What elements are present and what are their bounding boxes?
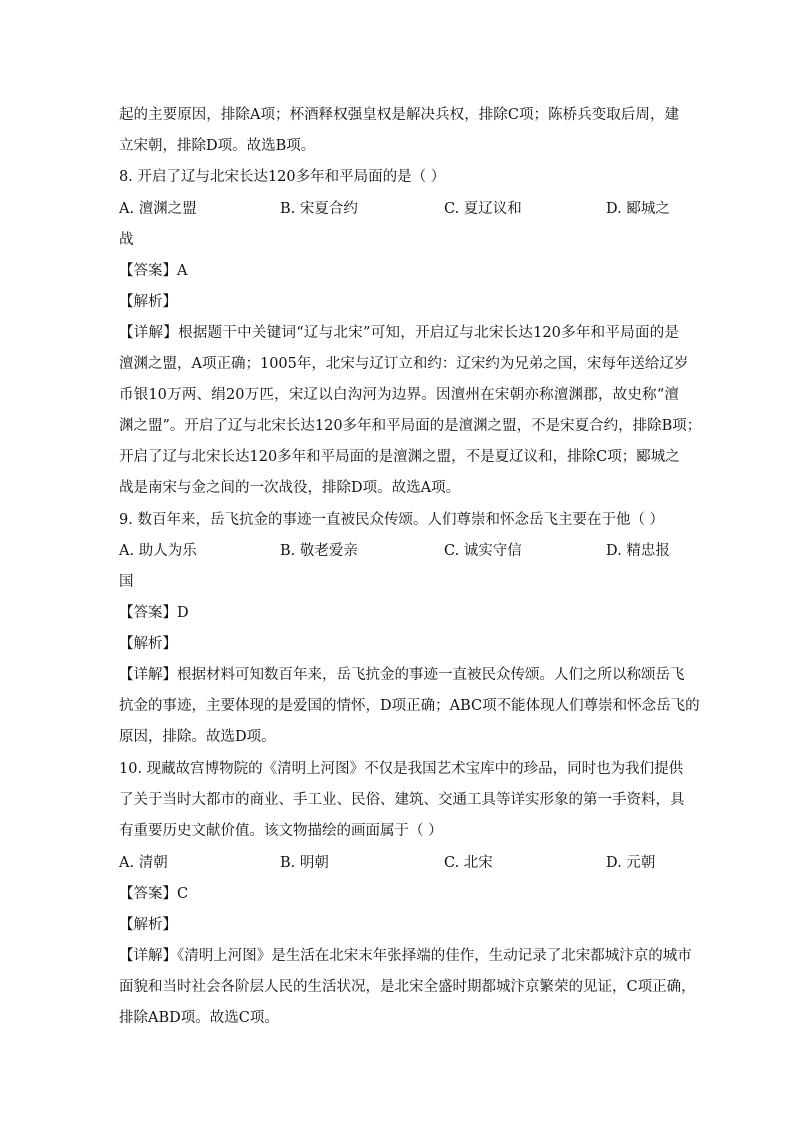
q9-option-d: D. 精忠报 <box>606 543 670 559</box>
q9-question: 9. 数百年来，岳飞抗金的事迹一直被民众传颂。人们尊崇和怀念岳飞主要在于他（ ） <box>119 512 665 528</box>
q10-question-line: 有重要历史文献价值。该文物描绘的画面属于（ ） <box>119 823 443 839</box>
q10-option-b: B. 明朝 <box>280 855 329 871</box>
q8-detail-line: 澶渊之盟，A项正确；1005年，北宋与辽订立和约：辽宋约为兄弟之国，宋每年送给辽岁 <box>119 356 689 372</box>
q8-question: 8. 开启了辽与北宋长达120多年和平局面的是（ ） <box>119 169 446 185</box>
q8-option-d: D. 郾城之 <box>606 201 670 217</box>
q9-answer: 【答案】D <box>119 605 189 621</box>
q8-detail-line: 【详解】根据题干中关键词“辽与北宋”可知，开启辽与北宋长达120多年和平局面的是 <box>119 325 679 341</box>
q8-detail-line: 战是南宋与金之间的一次战役，排除D项。故选A项。 <box>119 480 461 496</box>
q10-option-d: D. 元朝 <box>606 855 656 871</box>
q8-detail-line: 开启了辽与北宋长达120多年和平局面的是澶渊之盟，不是夏辽议和，排除C项；郾城之 <box>119 449 680 465</box>
q10-option-a: A. 清朝 <box>119 855 168 871</box>
q9-detail-line: 【详解】根据材料可知数百年来，岳飞抗金的事迹一直被民众传颂。人们之所以称颂岳飞 <box>119 667 685 683</box>
q10-detail-line: 【详解】《清明上河图》是生活在北宋末年张择端的佳作，生动记录了北宋都城汴京的城市 <box>119 948 692 964</box>
q8-detail-line: 渊之盟”。开启了辽与北宋长达120多年和平局面的是澶渊之盟，不是宋夏合约，排除B项； <box>119 418 702 434</box>
q8-option-wrap: 战 <box>119 232 134 248</box>
carryover-line-1: 起的主要原因，排除A项；杯酒释权强皇权是解决兵权，排除C项；陈桥兵变取后周，建 <box>119 107 680 123</box>
q8-answer: 【答案】A <box>119 263 188 279</box>
q10-detail-line: 排除ABD项。故选C项。 <box>119 1010 279 1026</box>
q9-option-c: C. 诚实守信 <box>444 543 522 559</box>
q9-option-a: A. 助人为乐 <box>119 543 197 559</box>
q10-analysis-label: 【解析】 <box>119 917 177 933</box>
q8-option-a: A. 澶渊之盟 <box>119 201 197 217</box>
q9-option-wrap: 国 <box>119 574 134 590</box>
q10-answer: 【答案】C <box>119 886 189 902</box>
q8-detail-line: 币银10万两、绢20万匹，宋辽以白沟河为边界。因澶州在宋朝亦称澶渊郡，故史称“澶 <box>119 387 679 403</box>
q9-option-b: B. 敬老爱亲 <box>280 543 358 559</box>
q8-option-c: C. 夏辽议和 <box>444 201 522 217</box>
q10-detail-line: 面貌和当时社会各阶层人民的生活状况，是北宋全盛时期都城汴京繁荣的见证，C项正确， <box>119 979 696 995</box>
q8-option-b: B. 宋夏合约 <box>280 201 358 217</box>
q9-detail-line: 原因，排除。故选D项。 <box>119 729 276 745</box>
carryover-line-2: 立宋朝，排除D项。故选B项。 <box>119 138 316 154</box>
q10-question-line: 10. 现藏故宫博物院的《清明上河图》不仅是我国艺术宝库中的珍品，同时也为我们提供 <box>119 761 684 777</box>
q10-option-c: C. 北宋 <box>444 855 493 871</box>
q10-question-line: 了关于当时大都市的商业、手工业、民俗、建筑、交通工具等详实形象的第一手资料，具 <box>119 792 685 808</box>
q9-detail-line: 抗金的事迹，主要体现的是爱国的情怀，D项正确；ABC项不能体现人们尊崇和怀念岳飞的 <box>119 698 700 714</box>
q8-analysis-label: 【解析】 <box>119 294 177 310</box>
q9-analysis-label: 【解析】 <box>119 636 177 652</box>
